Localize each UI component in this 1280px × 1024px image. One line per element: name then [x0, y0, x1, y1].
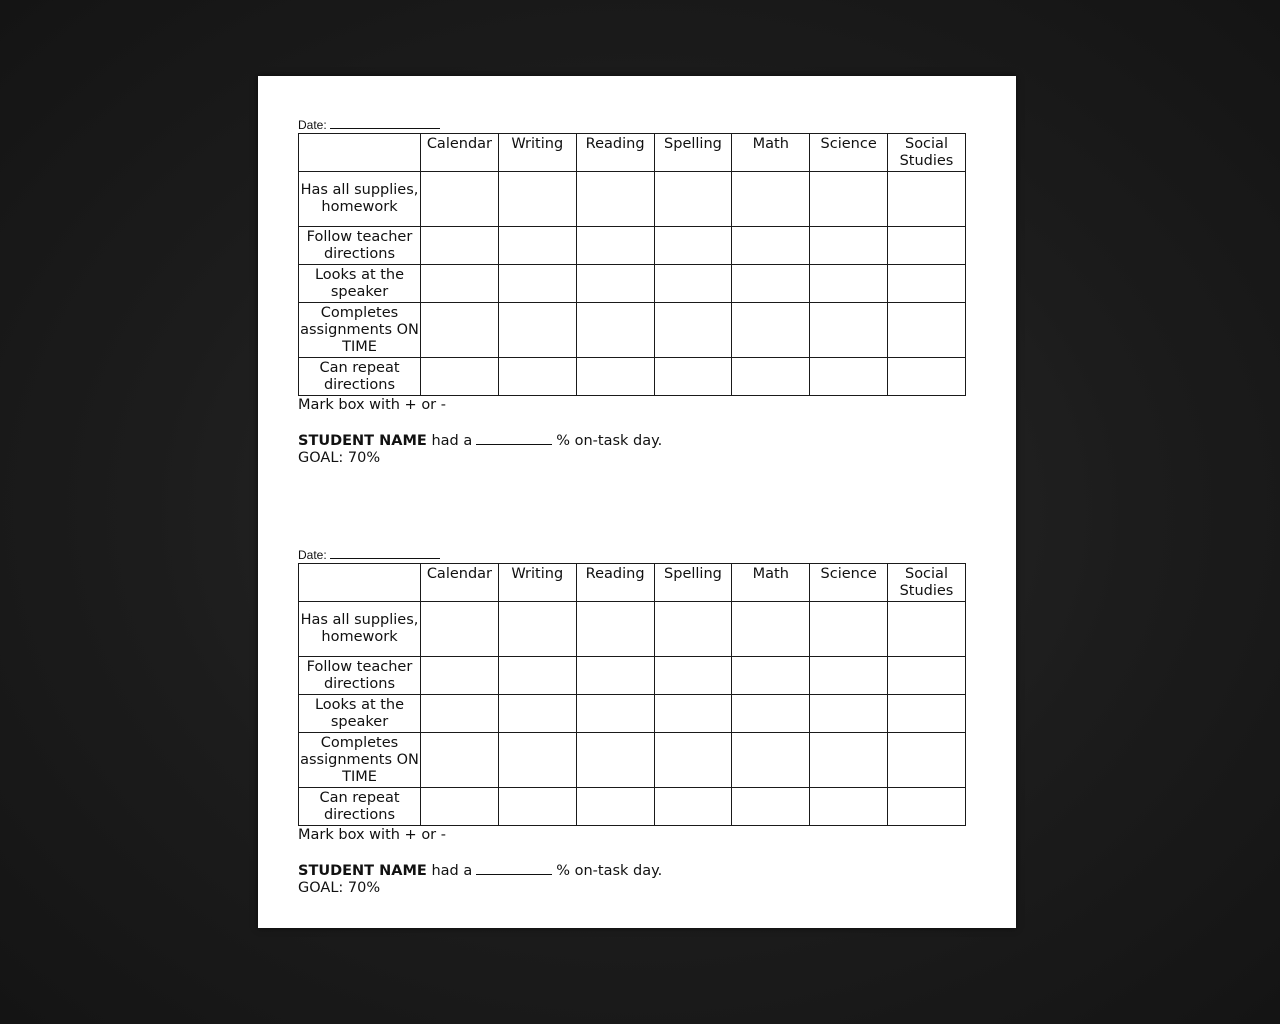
behavior-label: Looks at the speaker [299, 695, 421, 733]
mark-cell[interactable] [810, 172, 888, 227]
mark-cell[interactable] [421, 227, 499, 265]
mark-cell[interactable] [654, 227, 732, 265]
mark-cell[interactable] [498, 265, 576, 303]
mark-cell[interactable] [888, 788, 966, 826]
mark-cell[interactable] [498, 358, 576, 396]
mark-cell[interactable] [888, 303, 966, 358]
date-blank[interactable] [330, 546, 440, 559]
behavior-label: Has all supplies, homework [299, 602, 421, 657]
subject-header: Writing [498, 134, 576, 172]
table-row [299, 733, 966, 788]
mark-instruction: Mark box with + or - [298, 397, 446, 413]
mark-cell[interactable] [810, 657, 888, 695]
mark-cell[interactable] [888, 602, 966, 657]
subject-header: Social Studies [888, 134, 966, 172]
worksheet-page [258, 76, 1016, 928]
date-field[interactable] [298, 546, 966, 563]
mark-cell[interactable] [654, 657, 732, 695]
behavior-table [298, 563, 966, 826]
subject-header: Calendar [421, 564, 499, 602]
mark-cell[interactable] [732, 358, 810, 396]
mark-cell[interactable] [732, 733, 810, 788]
mark-cell[interactable] [654, 265, 732, 303]
mark-cell[interactable] [576, 788, 654, 826]
mark-cell[interactable] [576, 602, 654, 657]
mark-cell[interactable] [888, 733, 966, 788]
header-row [299, 564, 966, 602]
mark-cell[interactable] [576, 172, 654, 227]
mark-cell[interactable] [421, 303, 499, 358]
percent-blank[interactable] [476, 861, 552, 875]
behavior-chart-2 [298, 546, 966, 897]
mark-cell[interactable] [421, 602, 499, 657]
mark-cell[interactable] [810, 358, 888, 396]
behavior-table [298, 133, 966, 396]
mark-cell[interactable] [654, 358, 732, 396]
mark-cell[interactable] [888, 695, 966, 733]
goal-text: GOAL: 70% [298, 450, 381, 466]
table-row [299, 657, 966, 695]
date-field[interactable] [298, 116, 966, 133]
mark-cell[interactable] [888, 657, 966, 695]
mark-cell[interactable] [732, 788, 810, 826]
mark-cell[interactable] [576, 227, 654, 265]
table-row [299, 227, 966, 265]
mark-cell[interactable] [576, 657, 654, 695]
table-row [299, 265, 966, 303]
table-row [299, 788, 966, 826]
on-task-summary [298, 861, 966, 880]
mark-cell[interactable] [421, 788, 499, 826]
mark-cell[interactable] [576, 303, 654, 358]
mark-cell[interactable] [810, 695, 888, 733]
header-row [299, 134, 966, 172]
mark-cell[interactable] [498, 303, 576, 358]
behavior-label: Follow teacher directions [299, 227, 421, 265]
mark-cell[interactable] [576, 695, 654, 733]
mark-cell[interactable] [421, 733, 499, 788]
subject-header: Math [732, 564, 810, 602]
behavior-chart-1 [298, 116, 966, 467]
table-row [299, 303, 966, 358]
date-blank[interactable] [330, 116, 440, 129]
mark-cell[interactable] [421, 172, 499, 227]
student-name: STUDENT NAME [298, 433, 427, 449]
percent-text: % on-task day. [556, 433, 663, 449]
mark-cell[interactable] [498, 227, 576, 265]
mark-cell[interactable] [654, 602, 732, 657]
mark-cell[interactable] [654, 172, 732, 227]
mark-cell[interactable] [654, 303, 732, 358]
mark-cell[interactable] [888, 172, 966, 227]
percent-blank[interactable] [476, 431, 552, 445]
mark-cell[interactable] [732, 695, 810, 733]
table-row [299, 695, 966, 733]
mark-cell[interactable] [421, 265, 499, 303]
subject-header: Science [810, 134, 888, 172]
student-name: STUDENT NAME [298, 863, 427, 879]
subject-header: Spelling [654, 134, 732, 172]
mark-cell[interactable] [421, 657, 499, 695]
mark-cell[interactable] [654, 733, 732, 788]
mark-cell[interactable] [810, 602, 888, 657]
goal-text: GOAL: 70% [298, 880, 381, 896]
mark-cell[interactable] [498, 602, 576, 657]
corner-cell [299, 564, 421, 602]
table-row [299, 358, 966, 396]
mark-cell[interactable] [576, 358, 654, 396]
mark-cell[interactable] [498, 172, 576, 227]
on-task-summary [298, 431, 966, 450]
mark-cell[interactable] [888, 227, 966, 265]
subject-header: Calendar [421, 134, 499, 172]
mark-cell[interactable] [498, 733, 576, 788]
mark-cell[interactable] [810, 788, 888, 826]
mark-cell[interactable] [421, 358, 499, 396]
mark-cell[interactable] [654, 788, 732, 826]
subject-header: Reading [576, 134, 654, 172]
mark-cell[interactable] [576, 265, 654, 303]
mark-cell[interactable] [888, 358, 966, 396]
behavior-label: Can repeat directions [299, 788, 421, 826]
mark-cell[interactable] [732, 172, 810, 227]
percent-text: % on-task day. [556, 863, 663, 879]
behavior-label: Follow teacher directions [299, 657, 421, 695]
mark-cell[interactable] [732, 227, 810, 265]
subject-header: Reading [576, 564, 654, 602]
mark-cell[interactable] [810, 733, 888, 788]
date-label: Date: [298, 118, 327, 132]
table-row [299, 172, 966, 227]
behavior-label: Completes assignments ON TIME [299, 733, 421, 788]
mark-cell[interactable] [498, 788, 576, 826]
subject-header: Writing [498, 564, 576, 602]
table-row [299, 602, 966, 657]
corner-cell [299, 134, 421, 172]
mark-cell[interactable] [732, 265, 810, 303]
mark-cell[interactable] [498, 657, 576, 695]
mark-cell[interactable] [498, 695, 576, 733]
mark-cell[interactable] [732, 657, 810, 695]
mark-cell[interactable] [732, 602, 810, 657]
mark-cell[interactable] [421, 695, 499, 733]
behavior-label: Looks at the speaker [299, 265, 421, 303]
mark-cell[interactable] [810, 303, 888, 358]
mark-cell[interactable] [576, 733, 654, 788]
had-a-text: had a [431, 433, 473, 449]
subject-header: Social Studies [888, 564, 966, 602]
mark-cell[interactable] [810, 227, 888, 265]
mark-cell[interactable] [888, 265, 966, 303]
behavior-label: Has all supplies, homework [299, 172, 421, 227]
had-a-text: had a [431, 863, 473, 879]
mark-cell[interactable] [654, 695, 732, 733]
subject-header: Spelling [654, 564, 732, 602]
mark-instruction: Mark box with + or - [298, 827, 446, 843]
behavior-label: Completes assignments ON TIME [299, 303, 421, 358]
subject-header: Science [810, 564, 888, 602]
date-label: Date: [298, 548, 327, 562]
subject-header: Math [732, 134, 810, 172]
behavior-label: Can repeat directions [299, 358, 421, 396]
mark-cell[interactable] [810, 265, 888, 303]
mark-cell[interactable] [732, 303, 810, 358]
